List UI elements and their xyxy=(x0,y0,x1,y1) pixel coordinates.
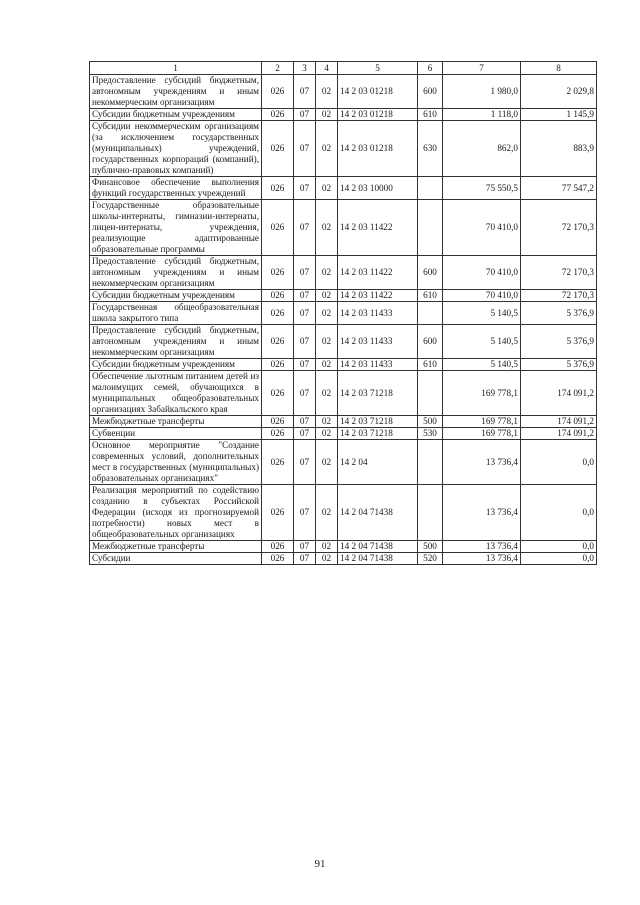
table-body xyxy=(90,62,597,565)
admin-code-cell: 026 xyxy=(262,359,294,371)
section-cell: 07 xyxy=(294,177,316,200)
page-number: 91 xyxy=(314,858,326,870)
section-cell: 07 xyxy=(294,553,316,565)
amount-year1-cell: 5 140,5 xyxy=(443,302,521,325)
expense-type-cell: 500 xyxy=(418,416,443,428)
section-cell: 07 xyxy=(294,541,316,553)
table-row xyxy=(90,541,597,553)
row-name-cell: Государственная общеобразовательная школа закрытого типа xyxy=(90,302,262,325)
expense-type-cell: 500 xyxy=(418,541,443,553)
expense-type-cell xyxy=(418,440,443,485)
table-row xyxy=(90,121,597,177)
amount-year2-cell: 5 376,9 xyxy=(521,359,597,371)
admin-code-cell: 026 xyxy=(262,440,294,485)
expense-type-cell: 530 xyxy=(418,428,443,440)
row-name-cell: Основное мероприятие "Создание современных условий, дополнительных мест в государственных (муниципальных) образовательных организациях" xyxy=(90,440,262,485)
subsection-cell: 02 xyxy=(316,485,338,541)
row-name-cell: Субсидии бюджетным учреждениям xyxy=(90,359,262,371)
row-name-cell: Субсидии бюджетным учреждениям xyxy=(90,290,262,302)
subsection-cell: 02 xyxy=(316,290,338,302)
row-name-cell: Предоставление субсидий бюджетным, автономным учреждениям и иным некоммерческим организациям xyxy=(90,75,262,109)
table-row xyxy=(90,109,597,121)
admin-code-cell: 026 xyxy=(262,553,294,565)
table-row xyxy=(90,359,597,371)
amount-year1-cell: 70 410,0 xyxy=(443,200,521,256)
expense-type-cell xyxy=(418,302,443,325)
amount-year1-cell: 13 736,4 xyxy=(443,485,521,541)
subsection-cell: 02 xyxy=(316,553,338,565)
target-article-cell: 14 2 03 11422 xyxy=(338,256,418,290)
target-article-cell: 14 2 03 71218 xyxy=(338,428,418,440)
expense-type-cell: 630 xyxy=(418,121,443,177)
target-article-cell: 14 2 04 xyxy=(338,440,418,485)
expense-type-cell: 610 xyxy=(418,359,443,371)
section-cell: 07 xyxy=(294,290,316,302)
target-article-cell: 14 2 04 71438 xyxy=(338,485,418,541)
admin-code-cell: 026 xyxy=(262,177,294,200)
section-cell: 07 xyxy=(294,302,316,325)
expense-type-cell: 610 xyxy=(418,109,443,121)
expense-type-cell xyxy=(418,485,443,541)
section-cell: 07 xyxy=(294,325,316,359)
table-row xyxy=(90,371,597,416)
row-name-cell: Финансовое обеспечение выполнения функций государственных учреждений xyxy=(90,177,262,200)
section-cell: 07 xyxy=(294,440,316,485)
expense-type-cell: 600 xyxy=(418,325,443,359)
amount-year1-cell: 169 778,1 xyxy=(443,371,521,416)
subsection-cell: 02 xyxy=(316,440,338,485)
amount-year1-cell: 1 980,0 xyxy=(443,75,521,109)
amount-year1-cell: 5 140,5 xyxy=(443,359,521,371)
admin-code-cell: 026 xyxy=(262,290,294,302)
table-row xyxy=(90,302,597,325)
row-name-cell: Предоставление субсидий бюджетным, автономным учреждениям и иным некоммерческим организациям xyxy=(90,325,262,359)
subsection-cell: 02 xyxy=(316,371,338,416)
amount-year1-cell: 13 736,4 xyxy=(443,541,521,553)
column-header: 6 xyxy=(418,62,443,75)
row-name-cell: Межбюджетные трансферты xyxy=(90,416,262,428)
subsection-cell: 02 xyxy=(316,121,338,177)
amount-year2-cell: 883,9 xyxy=(521,121,597,177)
admin-code-cell: 026 xyxy=(262,256,294,290)
table-row xyxy=(90,428,597,440)
admin-code-cell: 026 xyxy=(262,371,294,416)
row-name-cell: Субсидии бюджетным учреждениям xyxy=(90,109,262,121)
row-name-cell: Субсидии xyxy=(90,553,262,565)
subsection-cell: 02 xyxy=(316,416,338,428)
expense-type-cell xyxy=(418,200,443,256)
amount-year2-cell: 5 376,9 xyxy=(521,302,597,325)
target-article-cell: 14 2 03 01218 xyxy=(338,121,418,177)
amount-year2-cell: 0,0 xyxy=(521,485,597,541)
admin-code-cell: 026 xyxy=(262,109,294,121)
amount-year1-cell: 169 778,1 xyxy=(443,416,521,428)
section-cell: 07 xyxy=(294,428,316,440)
column-header: 2 xyxy=(262,62,294,75)
target-article-cell: 14 2 03 71218 xyxy=(338,371,418,416)
amount-year2-cell: 0,0 xyxy=(521,541,597,553)
table-row xyxy=(90,440,597,485)
target-article-cell: 14 2 03 11422 xyxy=(338,290,418,302)
column-header: 3 xyxy=(294,62,316,75)
amount-year2-cell: 0,0 xyxy=(521,440,597,485)
section-cell: 07 xyxy=(294,200,316,256)
target-article-cell: 14 2 03 10000 xyxy=(338,177,418,200)
target-article-cell: 14 2 03 11433 xyxy=(338,359,418,371)
section-cell: 07 xyxy=(294,75,316,109)
admin-code-cell: 026 xyxy=(262,416,294,428)
expense-type-cell: 520 xyxy=(418,553,443,565)
subsection-cell: 02 xyxy=(316,541,338,553)
table-row xyxy=(90,416,597,428)
amount-year2-cell: 174 091,2 xyxy=(521,416,597,428)
target-article-cell: 14 2 03 11433 xyxy=(338,325,418,359)
amount-year1-cell: 1 118,0 xyxy=(443,109,521,121)
target-article-cell: 14 2 03 01218 xyxy=(338,109,418,121)
section-cell: 07 xyxy=(294,121,316,177)
column-header: 4 xyxy=(316,62,338,75)
table-row xyxy=(90,325,597,359)
admin-code-cell: 026 xyxy=(262,325,294,359)
amount-year2-cell: 174 091,2 xyxy=(521,428,597,440)
amount-year2-cell: 2 029,8 xyxy=(521,75,597,109)
expense-type-cell xyxy=(418,177,443,200)
amount-year1-cell: 75 550,5 xyxy=(443,177,521,200)
subsection-cell: 02 xyxy=(316,325,338,359)
admin-code-cell: 026 xyxy=(262,428,294,440)
table-row xyxy=(90,200,597,256)
table-row xyxy=(90,553,597,565)
table-row xyxy=(90,177,597,200)
amount-year2-cell: 72 170,3 xyxy=(521,200,597,256)
admin-code-cell: 026 xyxy=(262,121,294,177)
subsection-cell: 02 xyxy=(316,256,338,290)
admin-code-cell: 026 xyxy=(262,200,294,256)
section-cell: 07 xyxy=(294,371,316,416)
table-row xyxy=(90,485,597,541)
budget-table xyxy=(89,61,597,565)
table-row xyxy=(90,290,597,302)
amount-year2-cell: 77 547,2 xyxy=(521,177,597,200)
amount-year1-cell: 13 736,4 xyxy=(443,553,521,565)
amount-year1-cell: 70 410,0 xyxy=(443,256,521,290)
section-cell: 07 xyxy=(294,416,316,428)
row-name-cell: Субвенции xyxy=(90,428,262,440)
amount-year2-cell: 174 091,2 xyxy=(521,371,597,416)
subsection-cell: 02 xyxy=(316,109,338,121)
row-name-cell: Обеспечение льготным питанием детей из малоимущих семей, обучающихся в муниципальных общеобразовательных организациях Забайкальского края xyxy=(90,371,262,416)
section-cell: 07 xyxy=(294,256,316,290)
row-name-cell: Реализация мероприятий по содействию созданию в субъектах Российской Федерации (исходя из прогнозируемой потребности) новых мест в общеобразовательных организациях xyxy=(90,485,262,541)
subsection-cell: 02 xyxy=(316,359,338,371)
admin-code-cell: 026 xyxy=(262,75,294,109)
expense-type-cell: 600 xyxy=(418,75,443,109)
subsection-cell: 02 xyxy=(316,200,338,256)
amount-year2-cell: 72 170,3 xyxy=(521,290,597,302)
section-cell: 07 xyxy=(294,485,316,541)
amount-year1-cell: 169 778,1 xyxy=(443,428,521,440)
amount-year1-cell: 70 410,0 xyxy=(443,290,521,302)
target-article-cell: 14 2 04 71438 xyxy=(338,553,418,565)
amount-year2-cell: 1 145,9 xyxy=(521,109,597,121)
amount-year2-cell: 5 376,9 xyxy=(521,325,597,359)
target-article-cell: 14 2 04 71438 xyxy=(338,541,418,553)
admin-code-cell: 026 xyxy=(262,302,294,325)
amount-year1-cell: 5 140,5 xyxy=(443,325,521,359)
target-article-cell: 14 2 03 01218 xyxy=(338,75,418,109)
subsection-cell: 02 xyxy=(316,428,338,440)
expense-type-cell: 600 xyxy=(418,256,443,290)
expense-type-cell xyxy=(418,371,443,416)
row-name-cell: Государственные образовательные школы-интернаты, гимназии-интернаты, лицеи-интернаты, учреждения, реализующие адаптированные образовательные программы xyxy=(90,200,262,256)
section-cell: 07 xyxy=(294,109,316,121)
amount-year1-cell: 862,0 xyxy=(443,121,521,177)
subsection-cell: 02 xyxy=(316,302,338,325)
admin-code-cell: 026 xyxy=(262,485,294,541)
table-row xyxy=(90,256,597,290)
section-cell: 07 xyxy=(294,359,316,371)
column-header: 1 xyxy=(90,62,262,75)
header-row xyxy=(90,62,597,75)
row-name-cell: Предоставление субсидий бюджетным, автономным учреждениям и иным некоммерческим организациям xyxy=(90,256,262,290)
column-header: 8 xyxy=(521,62,597,75)
amount-year2-cell: 0,0 xyxy=(521,553,597,565)
target-article-cell: 14 2 03 11422 xyxy=(338,200,418,256)
amount-year2-cell: 72 170,3 xyxy=(521,256,597,290)
column-header: 5 xyxy=(338,62,418,75)
expense-type-cell: 610 xyxy=(418,290,443,302)
target-article-cell: 14 2 03 11433 xyxy=(338,302,418,325)
amount-year1-cell: 13 736,4 xyxy=(443,440,521,485)
column-header: 7 xyxy=(443,62,521,75)
row-name-cell: Субсидии некоммерческим организациям (за исключением государственных (муниципальных) учреждений, государственных корпораций (компаний), публично-правовых компаний) xyxy=(90,121,262,177)
target-article-cell: 14 2 03 71218 xyxy=(338,416,418,428)
table-row xyxy=(90,75,597,109)
row-name-cell: Межбюджетные трансферты xyxy=(90,541,262,553)
admin-code-cell: 026 xyxy=(262,541,294,553)
subsection-cell: 02 xyxy=(316,177,338,200)
subsection-cell: 02 xyxy=(316,75,338,109)
